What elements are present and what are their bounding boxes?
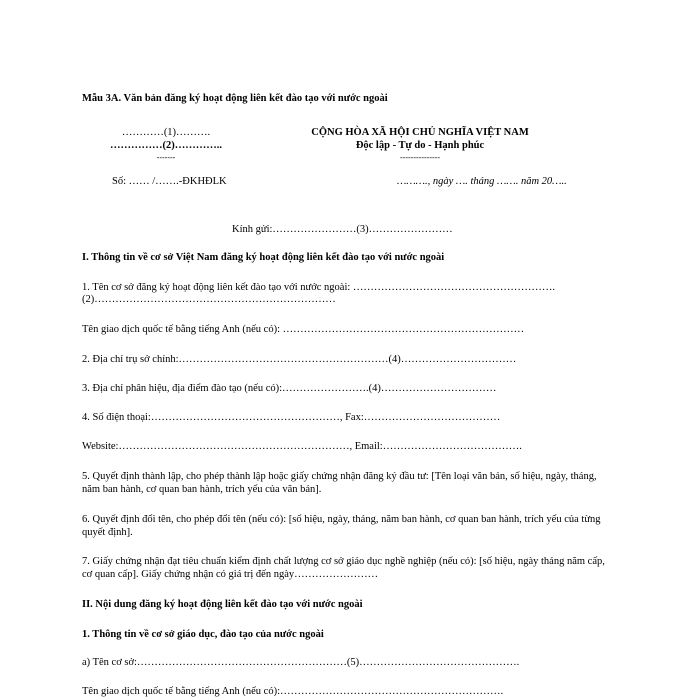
left-separator: ------- [156,153,176,162]
date-line: ………., ngày …. tháng ……. năm 20….. [397,176,567,187]
item-6-rename-decision: 6. Quyết định đổi tên, cho phép đổi tên (nếu có): [số hiệu, ngày, tháng, năm ban hành, cơ quan ban hành, trích yếu của từng quyết định]. [82,514,601,538]
item-a-foreign-institution-name: a) Tên cơ sở:……………………………………………………(5)………………………………………. [82,657,520,668]
reference-number: Số: …… /…….-ĐKHĐLK [112,176,227,187]
item-5-establishment-decision: 5. Quyết định thành lập, cho phép thành lập hoặc giấy chứng nhận đăng ký đầu tư: [Tên loại văn bản, số hiệu, ngày, tháng, năm ban hành, cơ quan ban hành, trích yếu của văn bản]. [82,471,597,495]
english-trade-name: Tên giao dịch quốc tế bằng tiếng Anh (nếu có): …………………………………………………………… [82,324,525,335]
section-1-title: I. Thông tin về cơ sở Việt Nam đăng ký hoạt động liên kết đào tạo với nước ngoài [82,252,445,263]
item-1-line-1: 1. Tên cơ sở đăng ký hoạt động liên kết đào tạo với nước ngoài: …………………………………………………. [82,282,556,293]
item-1-line-2: (2)…………………………………………………………… [82,294,336,305]
item-7-accreditation: 7. Giấy chứng nhận đạt tiêu chuẩn kiểm định chất lượng cơ sở giáo dục nghề nghiệp (nếu có): [số hiệu, ngày tháng năm cấp, cơ quan cấp]. Giấy chứng nhận có giá trị đến ngày…………………… [82,556,605,580]
national-motto: Độc lập - Tự do - Hạnh phúc [355,140,485,151]
item-3-branch-address: 3. Địa chỉ phân hiệu, địa điểm đào tạo (nếu có):…………………….(4)…………………………… [82,383,497,394]
recipient-line: Kính gửi:……………………(3)…………………… [232,224,453,235]
unit-name-line: ……………(2)………….. [110,140,222,151]
national-title: CỘNG HÒA XÃ HỘI CHỦ NGHĨA VIỆT NAM [311,127,529,138]
right-separator: --------------- [400,153,440,162]
agency-name-line: …………(1)………. [121,127,211,138]
item-2-head-office: 2. Địa chỉ trụ sở chính:……………………………………………………(4)…………………………… [82,354,517,365]
foreign-english-trade-name: Tên giao dịch quốc tế bằng tiếng Anh (nếu có):………………………………………………………. [82,686,504,697]
website-email: Website:…………………………………………………………, Email:…………………………………. [82,441,522,452]
section-2-subtitle: 1. Thông tin về cơ sở giáo dục, đào tạo của nước ngoài [82,629,324,640]
form-title: Mẫu 3A. Văn bản đăng ký hoạt động liên kết đào tạo với nước ngoài [82,93,388,104]
item-4-phone-fax: 4. Số điện thoại:………………………………………………, Fax:………………………………… [82,412,501,423]
section-2-title: II. Nội dung đăng ký hoạt động liên kết đào tạo với nước ngoài [82,599,363,610]
